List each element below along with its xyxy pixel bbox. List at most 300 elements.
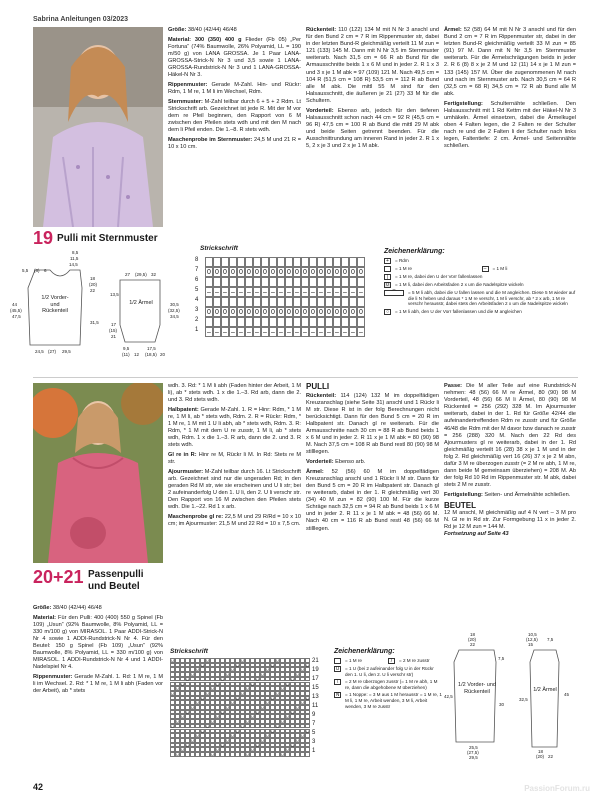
dim-front-13: 31,5 [90, 320, 99, 325]
legend-row: = 1 M re – = 1 M li [384, 266, 579, 272]
chart-cell: – [261, 327, 269, 337]
chart-row-label: 19 [312, 666, 319, 673]
chart-cell: U [221, 743, 224, 748]
chart-cell: U [266, 668, 269, 673]
chart-cell [333, 277, 341, 287]
chart-cell: – [261, 287, 269, 297]
chart-cell: U [176, 720, 179, 725]
chart-cell: – [205, 287, 213, 297]
chart-cell: – [309, 287, 317, 297]
chart-cell: 0 [261, 267, 269, 277]
chart-cell: – [237, 327, 245, 337]
top-chart-grid [205, 257, 365, 337]
chart-cell: U [241, 724, 244, 729]
chart-cell [293, 277, 301, 287]
chart-row-label: 9 [312, 711, 316, 718]
chart-cell: U [246, 687, 249, 692]
gauge-paragraph: Maschenprobe gl re: 22,5 M und 29 R/Rd = 10 x 10 cm; im Ajourmuster: 21,5 M und 22 Rd = 10 x 7,5 cm. [168, 513, 301, 528]
dim-sleeve-4: 7,5 [547, 637, 554, 642]
chart-cell [213, 297, 221, 307]
page-header [33, 8, 553, 23]
chart-cell: U [301, 701, 304, 706]
ssk-icon: \ [334, 679, 341, 685]
chart-cell [349, 277, 357, 287]
chart-cell: – [301, 327, 309, 337]
knit-icon [384, 266, 391, 272]
chart-cell: 0 [301, 267, 309, 277]
chart-cell: U [196, 668, 199, 673]
dim-sleeve-9: 22 [548, 754, 554, 759]
chart-cell: 0 [221, 307, 229, 317]
chart-cell: U [261, 706, 264, 710]
dim-sleeve-5: 17 [111, 322, 117, 327]
chart-cell: 0 [269, 267, 277, 277]
bottom-legend-title: Zeichenerklärung: [334, 648, 395, 655]
chart-cell: U [281, 753, 284, 757]
chart-cell: U [236, 729, 239, 734]
border-stitch-icon: + [384, 258, 391, 264]
chart-cell: – [325, 327, 333, 337]
dim-front-4: 5,5 [22, 268, 29, 273]
chart-cell: 0 [325, 307, 333, 317]
legend-row: ⌒ = 5 M li abh, dabei die U fallen lassen und die M angleichen. Diese 5 M wieder auf die li N heben und daraus * 1 M re verschr, 1 M li verschr, ab * 2 x arb, 1 M re verschr herausstr, dabei stets den Arbeitsfaden 2 x um die Nadelspitze wickeln [384, 290, 579, 307]
chart-cell: U [171, 724, 174, 729]
legend-row: N = 1 Noppe: = 3 M aus 1 M herausstr = 1 M re, 1 M li, 1 M re, Arbeit wenden, 3 M li, Arbeit wenden, 3 M re zusstr [335, 692, 442, 709]
chart-cell: U [281, 720, 284, 725]
chart-cell: 0 [277, 267, 285, 277]
star-stitch-icon: ⌒ [384, 290, 404, 296]
chart-cell: U [266, 701, 269, 706]
chart-cell [277, 257, 285, 267]
chart-cell: U [186, 710, 189, 715]
chart-cell: U [216, 715, 219, 720]
chart-cell [261, 317, 269, 327]
chart-cell [261, 297, 269, 307]
chart-cell: U [201, 663, 204, 668]
chart-cell [301, 277, 309, 287]
stockinette-paragraph: Gl re in R: Hinr re M, Rückr li M. In Rd: Stets re M str. [168, 452, 301, 466]
top-col-1 [168, 27, 301, 153]
legend-row: 0 = 1 M li, dabei den Arbeitsfaden 2 x um die Nadelspitze wickeln [384, 282, 579, 288]
pattern-20-21-heading [33, 565, 173, 599]
chart-row-label: 1 [195, 327, 199, 333]
rib-pattern-paragraph: Rippenmuster: Gerade M-Zahl. Hin- und Rückr: Rdm, 1 M re, 1 M li im Wechsel, Rdm. [168, 81, 301, 95]
dim-front-6: 6 [44, 268, 47, 273]
chart-cell [253, 257, 261, 267]
chart-cell [237, 277, 245, 287]
schematic-drawing [444, 632, 579, 762]
chart-cell: 0 [277, 307, 285, 317]
chart-cell: – [317, 287, 325, 297]
chart-cell: U [226, 738, 229, 743]
chart-cell: 0 [205, 307, 213, 317]
chart-cell: 0 [245, 267, 253, 277]
sleeve-schematic-label: 1/2 Ärmel [533, 687, 557, 693]
chart-cell: – [357, 327, 365, 337]
chart-cell: U [171, 691, 174, 696]
chart-cell: 0 [221, 267, 229, 277]
chart-cell: 0 [357, 267, 365, 277]
chart-cell [277, 297, 285, 307]
rib-continuation-paragraph: wdh. 3. Rd: * 1 M li abh (Faden hinter der Arbeit, 1 M li), ab * stets wdh. 1 x die 1.–3. Rd arb, dann die 2. und 3. Rd stets wdh. [168, 383, 301, 404]
chart-cell: 0 [349, 307, 357, 317]
dim-sleeve-3: 15 [528, 642, 534, 647]
dim-sleeve-3: 32 [151, 272, 157, 277]
chart-cell [277, 317, 285, 327]
legend-row: + = Rdm [384, 258, 579, 264]
chart-cell: U [231, 668, 234, 673]
legend-row: = 1 M re / = 2 M re zusstr [334, 658, 442, 664]
pattern-title: Pulli mit Sternmuster [57, 232, 158, 244]
chart-cell: U [256, 710, 259, 715]
legend-row: \ = 2 M re überzogen zusstr (= 1 M re abh, 1 M re, dann die abgehobene M überziehen) [334, 679, 442, 690]
chart-cell [269, 257, 277, 267]
back-paragraph: Rückenteil: 114 (124) 132 M im doppelfädigen Kreuzanschlag (siehe Seite 31) anschl und 1 Rückr li M str. Diese R ist in der folg Berechnungen nicht berücksichtigt. Dann für den Bund 5 cm = 20 R im Halbpatent str. Danach gl re weiterarb. Für die Armausschnitte nach 30 cm = 88 R ab Bund beids 1 x 6 M und in jeder 2. R 11 x je 1 M abk = 80 (90) 98 M. Nach 37,5 cm = 108 R ab Bund restl 80 (90) 98 M stilllegen. [306, 392, 439, 456]
chart-cell: U [171, 659, 174, 663]
chart-cell: U [286, 748, 289, 753]
chart-cell: U [286, 682, 289, 687]
chart-cell: – [229, 287, 237, 297]
chart-row-label: 8 [195, 257, 199, 263]
chart-row-label: 5 [312, 729, 316, 736]
chart-cell: 0 [213, 267, 221, 277]
chart-cell [285, 317, 293, 327]
chart-cell [213, 277, 221, 287]
chart-cell: – [253, 287, 261, 297]
chart-cell: – [269, 327, 277, 337]
chart-cell [357, 277, 365, 287]
chart-cell [301, 297, 309, 307]
chart-cell [261, 277, 269, 287]
sleeve-paragraph: Ärmel: 52 (58) 64 M mit N Nr 3 anschl und für den Bund 2 cm = 7 R im Rippenmuster str, dabei in der letzten Bund-R gleichmäßig verteilt 33 M zun = 85 (91) 97 M. Dann mit N Nr 3,5 im Sternmuster weiterarb. Für die Ärmelschrägungen beids in jeder 2. R 6 (8) 8 x je 2 M und 12 (11) 14 x je 1 M zun = 133 (145) 157 M. Über die zugenommenen M nach und nach im Sternmuster arb. Nach 30,5 cm = 64 R (32,5 cm = 68 R) 34,5 cm = 72 R ab Bund alle M abk. [444, 27, 576, 97]
chart-cell [317, 257, 325, 267]
dim-front-8: (20) [89, 282, 98, 287]
chart-cell: – [301, 287, 309, 297]
chart-cell: – [269, 287, 277, 297]
chart-cell: 0 [293, 307, 301, 317]
chart-cell: U [241, 691, 244, 696]
chart-cell: U [276, 724, 279, 729]
chart-cell [305, 752, 310, 757]
chart-cell: 0 [213, 307, 221, 317]
chart-cell: U [266, 734, 269, 739]
chart-cell: – [357, 287, 365, 297]
chart-cell: – [349, 287, 357, 297]
chart-cell [277, 277, 285, 287]
chart-row-label: 7 [312, 720, 316, 727]
photo-pulli-sternmuster [33, 27, 163, 227]
chart-cell: – [277, 287, 285, 297]
chart-cell: – [293, 287, 301, 297]
dim-sleeve-8: (20) [536, 754, 545, 759]
chart-cell: U [306, 663, 309, 668]
dim-sleeve-13: 20 [160, 352, 166, 357]
chart-cell: 0 [317, 307, 325, 317]
dim-front-5: 42,5 [444, 694, 453, 699]
chart-cell: – [285, 287, 293, 297]
chart-row-label: 6 [195, 277, 199, 283]
front-schematic-label: 1/2 Vorder- und Rückenteil [41, 295, 69, 314]
pattern-number: 19 [33, 227, 54, 248]
chart-cell: U [296, 673, 299, 678]
chart-cell [325, 297, 333, 307]
chart-cell: U [206, 724, 209, 729]
chart-cell [325, 277, 333, 287]
rib-pattern-paragraph: Rippenmuster: Gerade M-Zahl. 1. Rd: 1 M re, 1 M li im Wechsel. 2. Rd: * 1 M re, 1 M li abh (Faden vor der Arbeit), ab * stets [33, 674, 163, 695]
chart-cell: U [301, 734, 304, 739]
chart-cell: – [333, 327, 341, 337]
chart-cell: – [277, 327, 285, 337]
chart-cell: U [176, 687, 179, 692]
sleeve-outline [120, 280, 160, 342]
chart-cell [205, 317, 213, 327]
chart-cell: – [205, 327, 213, 337]
chart-cell: 0 [269, 307, 277, 317]
chart-cell [357, 317, 365, 327]
chart-cell: U [296, 706, 299, 710]
page-number: 42 [33, 782, 44, 792]
chart-cell [309, 297, 317, 307]
chart-cell: 0 [333, 267, 341, 277]
size-paragraph: Größe: 38/40 (42/44) 46/48 [33, 605, 102, 611]
chart-cell: U [236, 663, 239, 668]
dim-front-8: (27,5) [467, 750, 479, 755]
star-pattern-paragraph: Sternmuster: M-Zahl teilbar durch 6 + 5 + 2 Rdm. Lt Strickschrift arb. Gezeichnet ist jede R. Mit der M vor dem re Pfeil beginnen, den Rapport von 6 M zwischen den Pfeilen stets wdh und mit den M nach dem li Pfeil enden. Die 1.–8. R stets wdh. [168, 98, 301, 133]
chart-cell [357, 257, 365, 267]
chart-cell [205, 257, 213, 267]
chart-cell: 0 [357, 307, 365, 317]
chart-cell: 0 [261, 307, 269, 317]
chart-cell: U [196, 734, 199, 739]
chart-cell: U [291, 710, 294, 715]
chart-cell: U [246, 753, 249, 757]
chart-cell [349, 317, 357, 327]
chart-cell: U [286, 715, 289, 720]
pattern-19-heading [33, 227, 173, 249]
chart-cell [317, 317, 325, 327]
chart-row-label: 5 [195, 287, 199, 293]
dim-front-7: 18 [90, 276, 96, 281]
k2tog-icon: / [388, 658, 395, 664]
chart-cell: 0 [333, 307, 341, 317]
chart-cell: U [306, 696, 309, 701]
slip-stitch-icon: ○ [385, 308, 390, 315]
chart-cell: U [296, 738, 299, 743]
chart-cell: U [186, 743, 189, 748]
top-col-2 [306, 27, 439, 153]
top-legend-title: Zeichenerklärung: [384, 248, 445, 255]
bottom-chart [170, 648, 330, 768]
continuation-note: Fortsetzung auf Seite 43 [444, 531, 509, 538]
chart-cell: – [341, 327, 349, 337]
chart-cell: 0 [253, 267, 261, 277]
chart-cell: U [191, 738, 194, 743]
bottom-col-3 [306, 383, 439, 535]
top-legend [384, 248, 579, 317]
knit-icon [334, 658, 341, 664]
finishing-paragraph: Fertigstellung: Schulternähte schließen. Den Halsausschnitt mit 1 Rd Kettm mit der Häkel-N Nr 3 umhäkeln. Ärmel einsetzen, dabei die Ärmelkugel oben 4 Falten legen, die 2 Falten re der Schulter nach re und die 2 Falten li der Schulter nach links legen, Faltentiefe: 2 cm. Ärmel- und Seitennähte schließen. [444, 100, 576, 150]
chart-cell: – [309, 327, 317, 337]
chart-cell: U [301, 668, 304, 673]
bag-paragraph: 12 M anschl, M gleichmäßig auf 4 N vert – 3 M pro N. Gl re in Rd str. Zur Formgebung 11 x in jeder 2. Rd je 12 M zun = 144 M. [444, 509, 576, 530]
chart-cell [349, 257, 357, 267]
chart-cell: 0 [245, 307, 253, 317]
bottom-chart-title: Strickschrift [170, 648, 208, 655]
chart-cell [317, 277, 325, 287]
chart-cell: 0 [309, 267, 317, 277]
chart-cell [333, 297, 341, 307]
dim-front-11: (45,5) [10, 308, 22, 313]
chart-cell [317, 297, 325, 307]
front-outline [454, 650, 496, 742]
dim-front-1: 18 [470, 632, 476, 637]
chart-cell: U [191, 673, 194, 678]
chart-row-label: 15 [312, 684, 319, 691]
dim-front-14: 24,5 [35, 349, 44, 354]
dim-front-12: 47,5 [12, 314, 21, 319]
chart-cell: – [229, 327, 237, 337]
yoke-paragraph: Passe: Die M aller Teile auf eine Rundstrick-N nehmen: 48 (56) 66 M re Ärmel, 80 (90) 98 M Vorderteil, 48 (56) 66 M li Ärmel, 80 (90) 98 M Rückenteil = 256 (292) 328 M. Im Ajourmuster weiterarb, dabei in der 1. Rd für Größe 42/44 die aufeinandertreffenden Rdm re zusstr und für Größe 46/48 die Rdm mit der M davor bzw danach re zusstr = 256 (288) 320 M. Nach den 22 Rd des Ajourmusters gl re weiterarb, dabei in der 1. Rd gleichmäßig verteilt 16 (28) 38 x je 1 M und in der folg 2. Rd gleichmäßig vert 16 (26) 37 x je 2 M abn, dafür 3 M re überzogen zusstr (= 2 M re abh, 1 M re, dann beide M gemeinsam überziehen) = 208 M. Ab der folg Rd 10 Rd im Rippenmuster str. M abk, dabei stets 2 M re zusstr. [444, 383, 576, 489]
chart-cell [245, 277, 253, 287]
chart-cell: U [231, 734, 234, 739]
chart-cell: – [213, 327, 221, 337]
chart-cell: – [221, 327, 229, 337]
chart-cell: U [241, 659, 244, 663]
chart-cell [285, 257, 293, 267]
chart-cell [341, 297, 349, 307]
top-col-3 [444, 27, 576, 153]
chart-cell: U [291, 677, 294, 682]
chart-cell [213, 257, 221, 267]
sleeve-paragraph: Ärmel: 52 (56) 60 M im doppelfädigen Kreuzanschlag anschl und 1 Rückr li M str. Dann für den Bund 5 cm = 20 R im Halbpatent str. Danach gl re weiterarb, dabei in der 1. R gleichmäßig vert 30 (34) 40 M zun = 82 (90) 100 M. Für die kurze Schräge nach 32,5 cm = 94 R ab Bund beids 1 x 6 M und in jeder 2. R 11 x je 1 M abk = 48 (56) 66 M. Nach 40 cm = 116 R ab Bund restl 48 (56) 66 M stilllegen. [306, 468, 439, 532]
dim-front-9: 29,5 [469, 755, 478, 760]
bottom-col-1 [33, 605, 163, 698]
chart-cell: – [285, 327, 293, 337]
chart-cell [325, 317, 333, 327]
dim-sleeve-9: (11) [122, 352, 130, 357]
section-divider [33, 377, 578, 378]
purl-icon: – [482, 266, 489, 272]
chart-cell: U [191, 706, 194, 710]
chart-cell: U [251, 748, 254, 753]
chart-cell [221, 297, 229, 307]
chart-cell: U [271, 663, 274, 668]
chart-cell: 0 [205, 267, 213, 277]
bobble-icon: N [335, 692, 340, 699]
chart-row-label: 2 [195, 317, 199, 323]
chart-cell: U [186, 677, 189, 682]
dim-front-10: 44 [12, 302, 18, 307]
half-patent-paragraph: Halbpatent: Gerade M-Zahl. 1. R = Hinr: Rdm, * 1 M re, 1 M li, ab * stets wdh, Rdm. 2. R = Rückr: Rdm, * 1 M re, 1 M mit 1 U li abh, ab * stets wdh, Rdm. 3. R: Rdm, * 1 M mit dem U re zusstr, 1 M li, ab * stets wdh, Rdm. 1 x die 1.–3. R arb, dann die 2. und 3. R stets wdh. [168, 406, 301, 449]
chart-cell [237, 297, 245, 307]
chart-cell [341, 317, 349, 327]
chart-cell [293, 257, 301, 267]
dim-front-16: 29,5 [62, 349, 71, 354]
chart-row-label: 17 [312, 675, 319, 682]
chart-cell [325, 257, 333, 267]
magazine-title: Sabrina Anleitungen 03/2023 [33, 16, 129, 23]
dim-sleeve-1: 10,5 [528, 632, 537, 637]
chart-cell [229, 297, 237, 307]
chart-cell: U [226, 706, 229, 710]
legend-row: | = 1 M re, dabei den U der Vorr fallenlassen [384, 274, 579, 280]
dim-sleeve-6: (15) [109, 328, 118, 333]
chart-cell: U [281, 687, 284, 692]
gauge-paragraph: Maschenprobe im Sternmuster: 24,5 M und 21 R = 10 x 10 cm. [168, 136, 301, 150]
yarn-over-icon: U [335, 666, 340, 672]
chart-cell: – [349, 327, 357, 337]
chart-cell: 0 [285, 267, 293, 277]
chart-cell: – [293, 327, 301, 337]
size-paragraph: Größe: 38/40 (42/44) 46/48 [168, 27, 237, 33]
chart-cell [293, 297, 301, 307]
chart-row-label: 3 [312, 738, 316, 745]
chart-row-label: 4 [195, 297, 199, 303]
chart-cell [237, 317, 245, 327]
chart-cell: U [221, 677, 224, 682]
dim-sleeve-6: 32,5 [519, 697, 528, 702]
bag-heading: BEUTEL [444, 500, 476, 510]
chart-cell: – [341, 287, 349, 297]
dim-front-3: 22 [470, 642, 476, 647]
chart-cell: 0 [237, 307, 245, 317]
chart-cell [293, 317, 301, 327]
chart-cell [309, 317, 317, 327]
chart-cell [357, 297, 365, 307]
chart-row-label: 13 [312, 693, 319, 700]
chart-cell: 0 [317, 267, 325, 277]
top-schematics [10, 250, 195, 360]
chart-cell: U [206, 691, 209, 696]
dim-front-9: 22 [90, 288, 96, 293]
chart-cell: – [245, 327, 253, 337]
chart-cell: U [181, 682, 184, 687]
chart-cell: U [201, 729, 204, 734]
dim-front-2: 11,5 [70, 256, 79, 261]
dim-front-15: (27) [48, 349, 57, 354]
dim-sleeve-16: 34,5 [170, 314, 179, 319]
lace-pattern-paragraph: Ajourmuster: M-Zahl teilbar durch 16. Lt Strickschrift arb. Gezeichnet sind nur die ungeraden Rd; in den geraden Rd M str, wie sie erscheinen und U li str; bei 2 aufeinanderfolg U den 1. U li, den 2. U li verschr str. Den Rapport von 16 M zwischen den Pfeilen stets wdh. Die 1.–22. Rd 1 x arb. [168, 468, 301, 511]
material-paragraph: Material: Für den Pulli: 400 (400) 550 g Spinel (Fb 109) „Usun“ (92% Baumwolle, 8% Polyamid, LL = 330 m/100 g) von MIRASOL. 1 Paar ADDI-Strick-N Nr 4 sowie 1 ADDI-Rundstrick-N Nr 4. Für den Beutel: 150 g Spinel (Fb 109) „Usun“ (92% Baumwolle, 8% Polyamid, LL = 330 m/100 g) von MIRASOL. 1 ADDI-Rundstrick-N Nr 4 und 1 ADDI-Nadelspiel Nr 4. [33, 614, 163, 671]
chart-cell: U [256, 677, 259, 682]
chart-cell: – [317, 327, 325, 337]
bottom-chart-row-labels [312, 658, 326, 758]
chart-cell: U [291, 743, 294, 748]
chart-cell: 0 [301, 307, 309, 317]
chart-cell: U [181, 748, 184, 753]
wrap-twice-icon: 0 [384, 282, 391, 288]
chart-cell: U [206, 659, 209, 663]
chart-cell: 0 [341, 267, 349, 277]
chart-cell: – [237, 287, 245, 297]
top-chart-row-labels [195, 257, 205, 337]
chart-cell: U [226, 673, 229, 678]
dim-front-1: 8,5 [72, 250, 79, 255]
chart-cell: U [261, 673, 264, 678]
sleeve-outline [530, 650, 559, 747]
chart-cell: U [211, 687, 214, 692]
chart-cell [245, 257, 253, 267]
chart-cell: 0 [285, 307, 293, 317]
chart-cell [205, 297, 213, 307]
dim-front-7: 25,5 [469, 745, 478, 750]
front-schematic-label: 1/2 Vorder- und Rückenteil [458, 682, 496, 695]
pattern-number: 20+21 [33, 567, 84, 587]
sleeve-schematic-label: 1/2 Ärmel [129, 300, 153, 306]
chart-cell [301, 317, 309, 327]
chart-cell: U [261, 738, 264, 743]
chart-cell: U [276, 691, 279, 696]
